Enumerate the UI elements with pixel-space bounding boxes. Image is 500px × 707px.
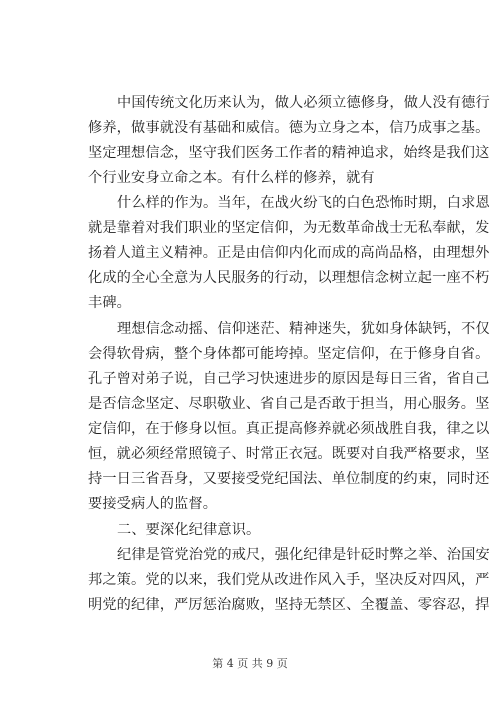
paragraph-line: 持一日三省吾身，又要接受党纪国法、单位制度的约束，同时还 (88, 471, 490, 487)
section-heading: 二、要深化纪律意识。 (117, 522, 261, 538)
paragraph-line: 定信仰，在于修身以恒。真正提高修养就必须战胜自我，律之以 (88, 421, 490, 437)
paragraph-line: 什么样的作为。当年，在战火纷飞的白色恐怖时期，白求恩 (117, 195, 490, 211)
paragraph-line: 纪律是管党治党的戒尺，强化纪律是针砭时弊之举、治国安 (117, 547, 490, 563)
paragraph-line: 邦之策。党的以来，我们党从改进作风入手，坚决反对四风，严 (88, 572, 490, 588)
page-number-footer: 第 4 页 共 9 页 (212, 657, 288, 670)
paragraph-line: 孔子曾对弟子说，自己学习快速进步的原因是每日三省，省自己 (88, 371, 490, 387)
paragraph-line: 丰碑。 (88, 295, 132, 311)
paragraph-line: 要接受病人的监督。 (88, 496, 218, 512)
paragraph-line: 理想信念动摇、信仰迷茫、精神迷失，犹如身体缺钙，不仅 (117, 321, 490, 337)
paragraph-line: 坚定理想信念，坚守我们医务工作者的精神追求，始终是我们这 (88, 145, 490, 161)
paragraph-line: 中国传统文化历来认为，做人必须立德修身，做人没有德行 (117, 95, 490, 111)
paragraph-line: 化成的全心全意为人民服务的行动，以理想信念树立起一座不朽 (88, 270, 490, 286)
paragraph-line: 明党的纪律，严厉惩治腐败，坚持无禁区、全覆盖、零容忍，捍 (88, 597, 490, 613)
paragraph-line: 就是靠着对我们职业的坚定信仰，为无数革命战士无私奉献，发 (88, 220, 490, 236)
paragraph-line: 扬着人道主义精神。正是由信仰内化而成的高尚品格，由理想外 (88, 245, 490, 261)
paragraph-line: 恒，就必须经常照镜子、时常正衣冠。既要对自我严格要求，坚 (88, 446, 490, 462)
paragraph-line: 个行业安身立命之本。有什么样的修养，就有 (88, 170, 375, 186)
paragraph-line: 会得软骨病，整个身体都可能垮掉。坚定信仰，在于修身自省。 (88, 346, 490, 362)
paragraph-line: 是否信念坚定、尽职敬业、省自己是否敢于担当，用心服务。坚 (88, 396, 490, 412)
paragraph-line: 修养，做事就没有基础和威信。德为立身之本，信乃成事之基。 (88, 120, 490, 136)
